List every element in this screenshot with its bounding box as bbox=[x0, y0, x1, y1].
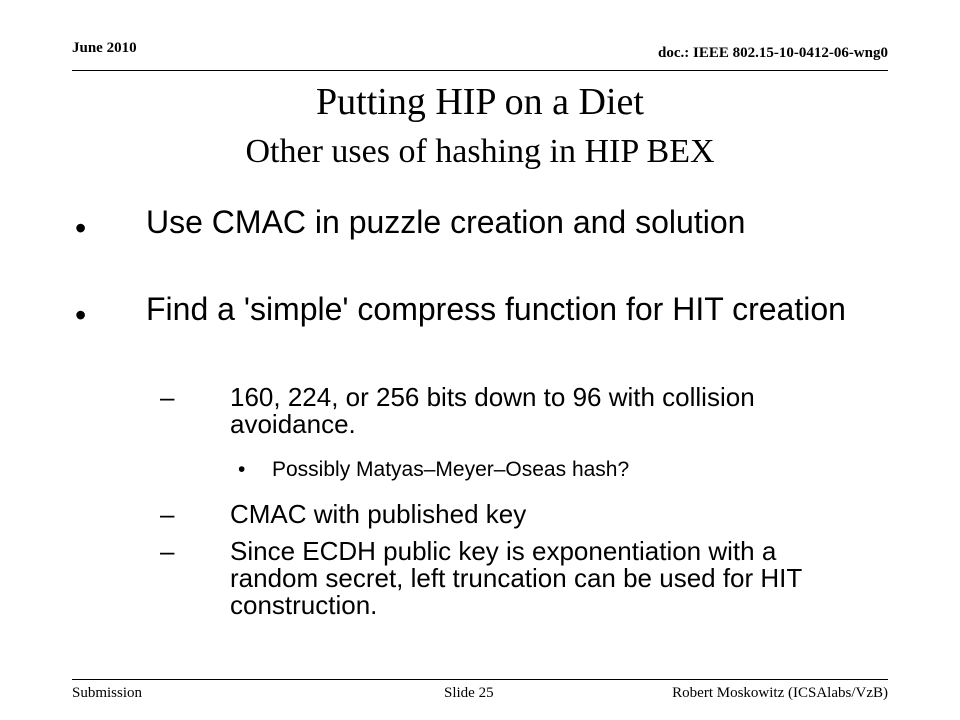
footer-slide-number: Slide 25 bbox=[444, 685, 494, 701]
sub-sub-bullet-marker: • bbox=[238, 458, 246, 481]
bullet-marker: • bbox=[75, 297, 87, 333]
header-rule bbox=[72, 70, 888, 71]
bullet-marker: • bbox=[75, 210, 87, 246]
sub-bullet-text: Since ECDH public key is exponentiation with a random secret, left truncation can be used for HIT construction. bbox=[230, 536, 802, 620]
sub-bullet-marker: – bbox=[160, 499, 175, 529]
sub-bullet-marker: – bbox=[160, 382, 175, 412]
footer-submission: Submission bbox=[72, 685, 143, 701]
slide-subtitle: Other uses of hashing in HIP BEX bbox=[245, 133, 715, 170]
footer-author: Robert Moskowitz (ICSAlabs/VzB) bbox=[672, 685, 888, 701]
bullet-text: Use CMAC in puzzle creation and solution bbox=[146, 204, 746, 240]
sub-bullet-text: 160, 224, or 256 bits down to 96 with collision avoidance. bbox=[230, 382, 755, 439]
bullet-text: Find a 'simple' compress function for HIT creation bbox=[146, 291, 846, 327]
sub-sub-bullet-text: Possibly Matyas–Meyer–Oseas hash? bbox=[272, 458, 630, 481]
sub-bullet-text: CMAC with published key bbox=[230, 499, 527, 529]
header-doc-id: doc.: IEEE 802.15-10-0412-06-wng0 bbox=[657, 45, 888, 61]
slide-title: Putting HIP on a Diet bbox=[316, 81, 644, 123]
header-date: June 2010 bbox=[72, 40, 137, 56]
footer-rule bbox=[72, 679, 888, 680]
sub-bullet-marker: – bbox=[160, 536, 175, 566]
